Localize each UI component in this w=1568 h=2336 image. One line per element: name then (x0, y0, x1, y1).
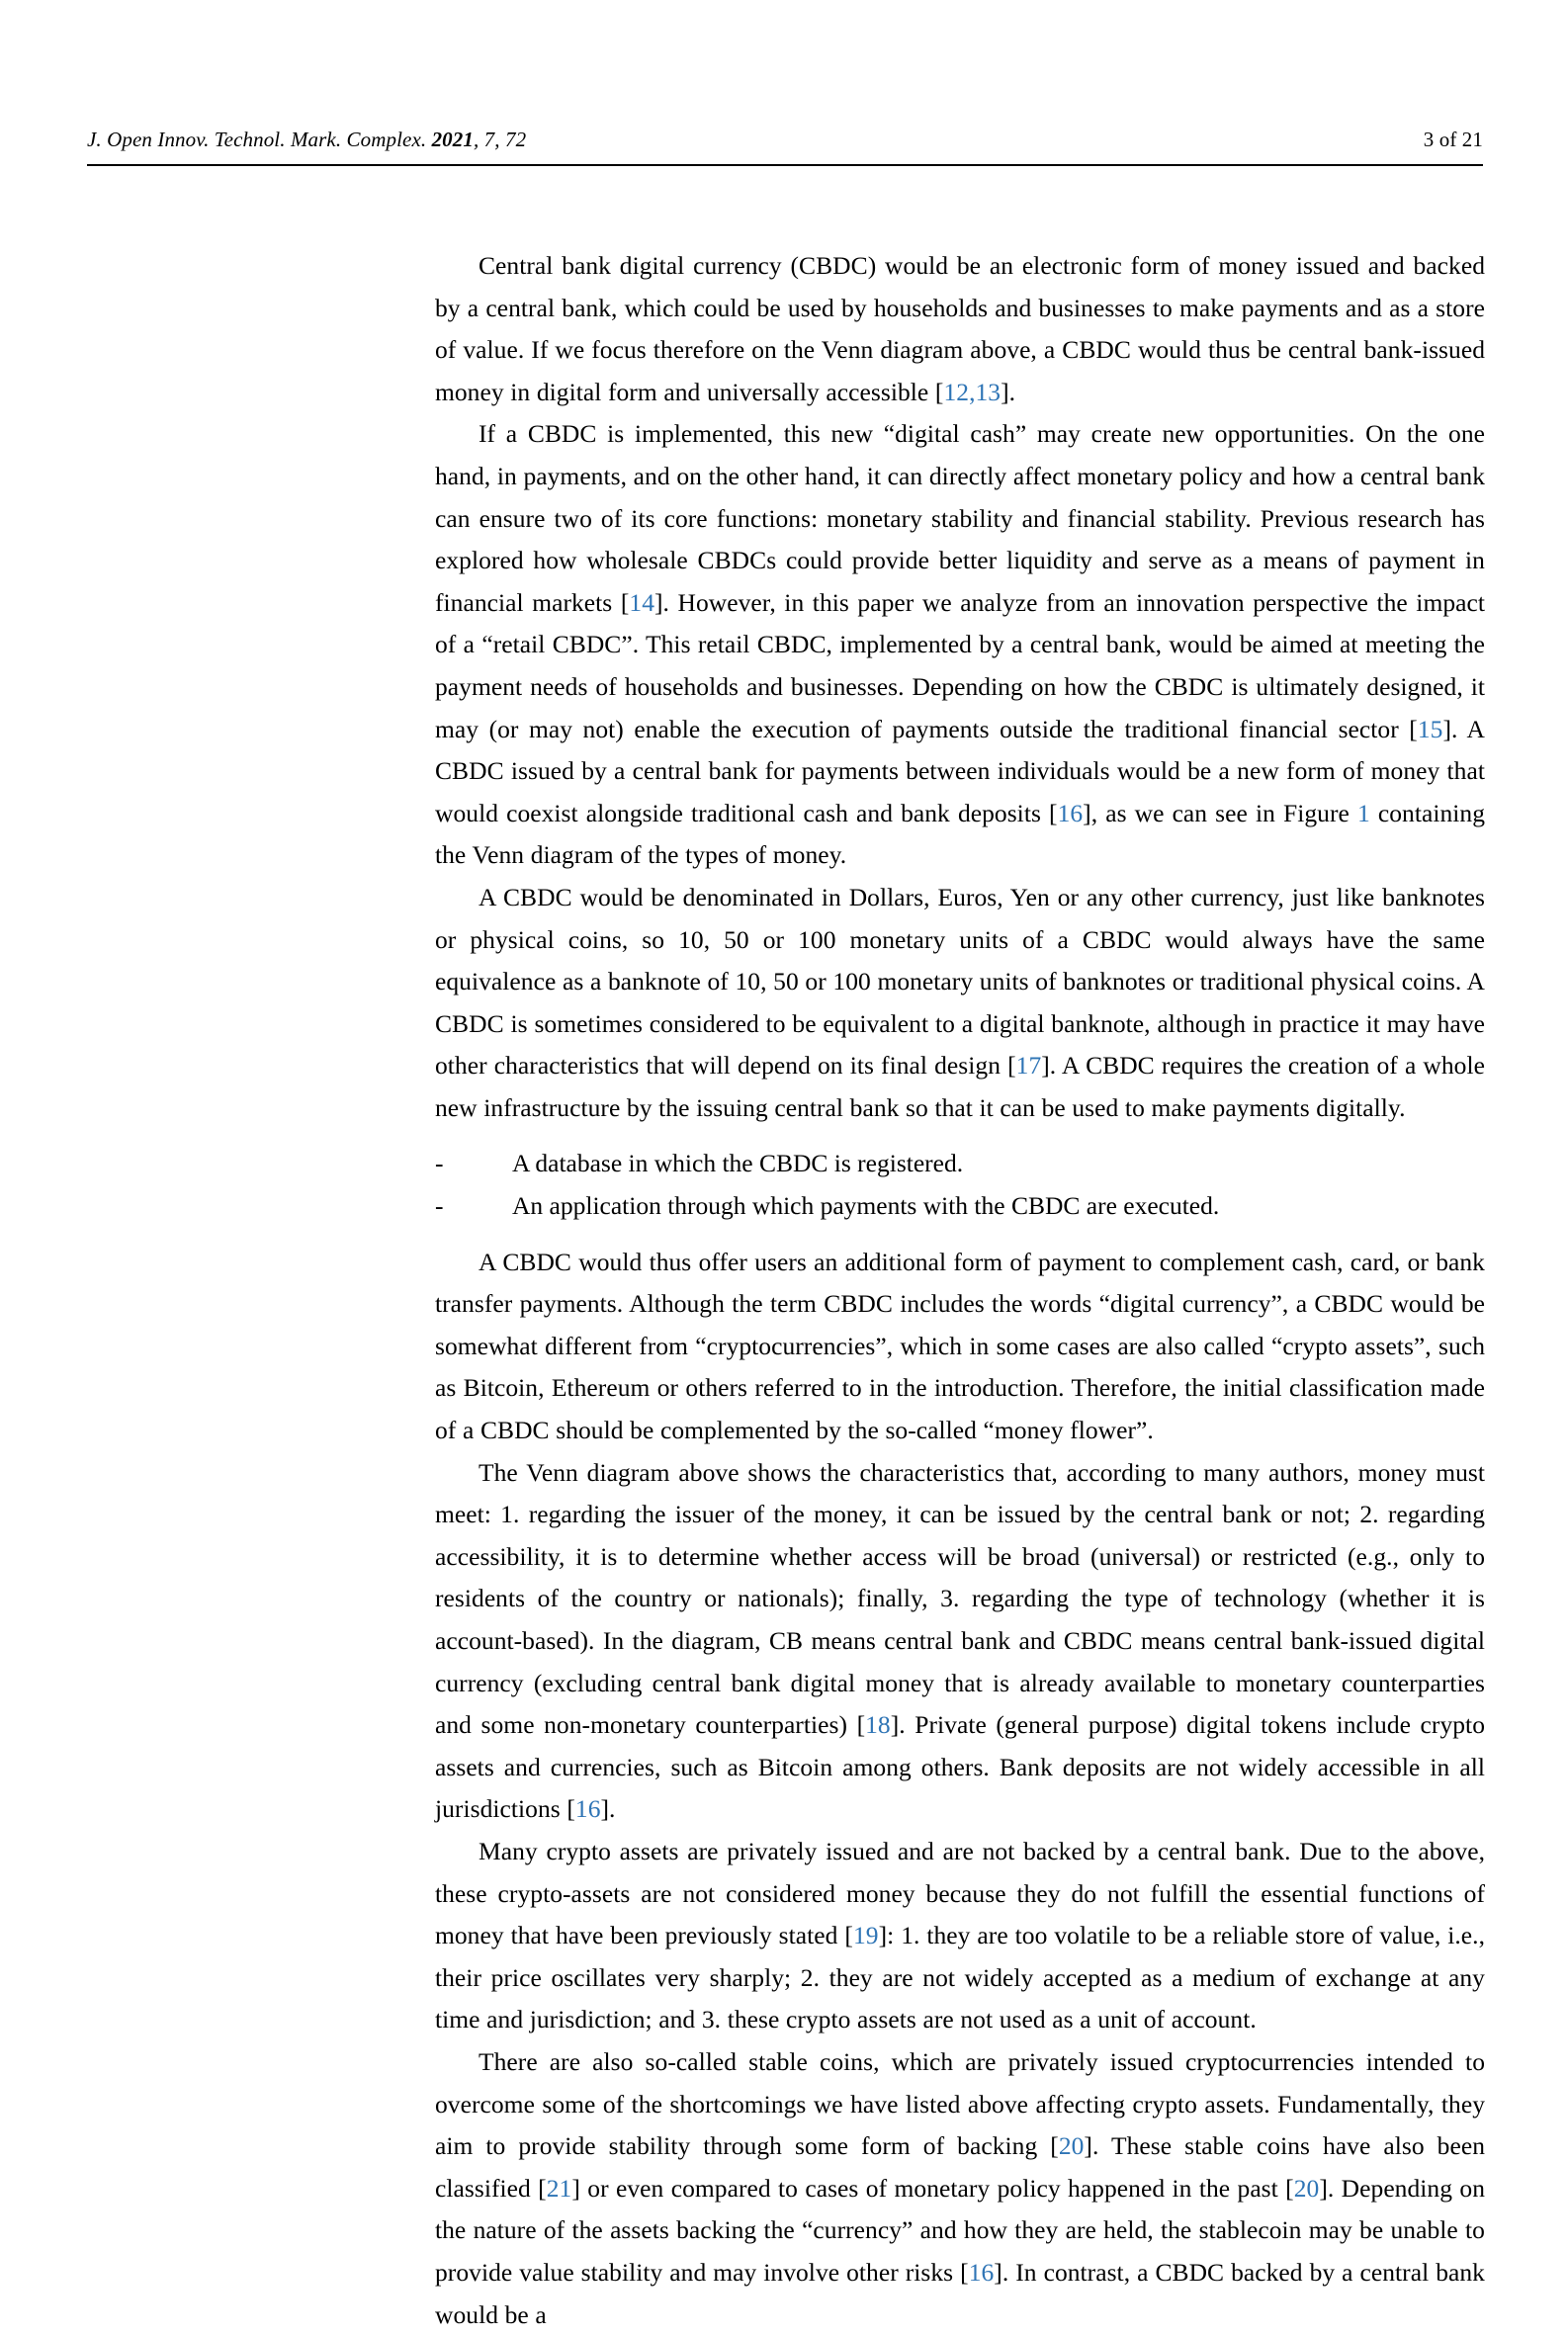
paragraph-text: ]. (1001, 377, 1016, 406)
paragraph-group-top (435, 245, 1485, 1129)
paragraph-text: ]. However, in this paper we analyze from an innovation perspective the impact of a “retail CBDC”. This retail CBDC, implemented by a central bank, would be aimed at meeting the payment needs of households and businesses. Depending on how the CBDC is ultimately designed, it may (or may not) enable the execution of payments outside the traditional financial sector [ (435, 587, 1485, 743)
citation-link[interactable]: 19 (852, 1921, 879, 1950)
paragraph-text: There are also so-called stable coins, which are privately issued cryptocurrencies intended to overcome some of the shortcomings we have listed above affecting crypto assets. Fundamentally, they aim to provide stability through some form of backing [ (435, 2046, 1485, 2161)
journal-reference (87, 127, 526, 152)
par-complement-cash (435, 1242, 1485, 1452)
paragraph-text: ]: 1. they are too volatile to be a reliable store of value, i.e., their price oscillates very sharply; 2. they are not widely accepted as a medium of exchange at any time and jurisdiction; and 3. these crypto assets are not used as a unit of account. (435, 1921, 1485, 2034)
citation-link[interactable]: 17 (1015, 1051, 1042, 1081)
paragraph-text: ] or even compared to cases of monetary policy happened in the past [ (571, 2173, 1294, 2203)
bulleted-requirements-list (435, 1143, 1485, 1227)
citation-link[interactable]: 16 (1057, 798, 1084, 827)
citation-link[interactable]: 20 (1058, 2131, 1085, 2161)
list-item (435, 1143, 1485, 1185)
paragraph-text: ]. A CBDC issued by a central bank for payments between individuals would be a new form of money that would coexist alongside traditional cash and bank deposits [ (435, 714, 1486, 827)
paragraph-text: The Venn diagram above shows the characteristics that, according to many authors, money must meet: 1. regarding the issuer of the money, it can be issued by the central bank or not; 2. regarding accessibility, it is to determine whether access will be broad (universal) or restricted (e.g., only to residents of the country or nationals); finally, 3. regarding the type of technology (whether it is account-based). In the diagram, CB means central bank and CBDC means central bank-issued digital currency (excluding central bank digital money that is already available to monetary counterparties and some non-monetary counterparties) [ (435, 1457, 1485, 1740)
par-cbdc-opportunities (435, 413, 1485, 877)
par-venn-characteristics (435, 1452, 1485, 1831)
citation-link[interactable]: 15 (1417, 714, 1443, 743)
par-cbdc-denomination (435, 877, 1485, 1130)
citation-link[interactable]: 16 (574, 1794, 601, 1824)
list-item (435, 1185, 1485, 1228)
journal-title-prefix: J. Open Innov. Technol. Mark. Complex. (87, 128, 432, 151)
paragraph-text: ]. In contrast, a CBDC backed by a central bank would be a (435, 2257, 1485, 2329)
paragraph-text: ]. A CBDC requires the creation of a whole new infrastructure by the issuing central bank so that it can be used to make payments digitally. (435, 1051, 1485, 1122)
paragraph-text: A CBDC would thus offer users an additional form of payment to complement cash, card, or bank transfer payments. Although the term CBDC includes the words “digital currency”, a CBDC would be somewhat different from “cryptocurrencies”, which in some cases are also called “crypto assets”, such as Bitcoin, Ethereum or others referred to in the introduction. Therefore, the initial classification made of a CBDC should be complemented by the so-called “money flower”. (435, 1247, 1485, 1445)
paragraph-text: ]. (600, 1794, 616, 1824)
header-divider (87, 164, 1483, 166)
citation-link[interactable]: 16 (968, 2257, 995, 2287)
par-crypto-assets (435, 1831, 1485, 2041)
citation-link[interactable]: 12,13 (943, 377, 1002, 406)
page-indicator: 3 of 21 (1423, 128, 1483, 151)
citation-link[interactable]: 14 (629, 587, 654, 617)
body-text-column (435, 245, 1485, 2336)
paragraph-text: ]. Private (general purpose) digital tokens include crypto assets and currencies, such as Bitcoin among others. Bank deposits are not widely accessible in all jurisdictions [ (435, 1710, 1485, 1824)
paragraph-text: Central bank digital currency (CBDC) would be an electronic form of money issued and backed by a central bank, which could be used by households and businesses to make payments and as a store of value. If we focus therefore on the Venn diagram above, a CBDC would thus be central bank-issued money in digital form and universally accessible [ (435, 251, 1485, 406)
list-bullet-dash: - (435, 1149, 444, 1178)
list-item-label: A database in which the CBDC is registered. (512, 1149, 964, 1178)
journal-year: 2021 (431, 128, 474, 151)
citation-link[interactable]: 18 (865, 1710, 891, 1740)
paragraph-text: If a CBDC is implemented, this new “digital cash” may create new opportunities. On the one hand, in payments, and on the other hand, it can directly affect monetary policy and how a central bank can ensure two of its core functions: monetary stability and financial stability. Previous research has explored how wholesale CBDCs could provide better liquidity and serve as a means of payment in financial markets [ (435, 419, 1485, 617)
running-header (87, 127, 1483, 152)
paragraph-text: A CBDC would be denominated in Dollars, Euros, Yen or any other currency, just like banknotes or physical coins, so 10, 50 or 100 monetary units of a CBDC would always have the same equivalence as a banknote of 10, 50 or 100 monetary units of banknotes or traditional physical coins. A CBDC is sometimes considered to be equivalent to a digital banknote, although in practice it may have other characteristics that will depend on its final design [ (435, 882, 1485, 1081)
paragraph-text: ], as we can see in Figure (1083, 798, 1357, 827)
par-stable-coins (435, 2041, 1485, 2336)
paragraph-group-bottom (435, 1242, 1485, 2336)
citation-link[interactable]: 1 (1356, 798, 1370, 827)
list-bullet-dash: - (435, 1191, 444, 1221)
paragraph-text: Many crypto assets are privately issued and are not backed by a central bank. Due to the above, these crypto-assets are not considered money because they do not fulfill the essential functions of money that have been previously stated [ (435, 1836, 1485, 1950)
paragraph-text: ]. These stable coins have also been classified [ (435, 2131, 1485, 2203)
paragraph-text: ]. Depending on the nature of the assets backing the “currency” and how they are held, the stablecoin may be unable to provide value stability and may involve other risks [ (435, 2173, 1486, 2287)
paragraph-text: containing the Venn diagram of the types of money. (435, 798, 1486, 870)
par-cbdc-definition (435, 245, 1485, 413)
list-item-label: An application through which payments with the CBDC are executed. (512, 1191, 1220, 1221)
citation-link[interactable]: 20 (1293, 2173, 1320, 2203)
citation-link[interactable]: 21 (546, 2173, 572, 2203)
journal-issue: , 7, 72 (473, 128, 527, 151)
